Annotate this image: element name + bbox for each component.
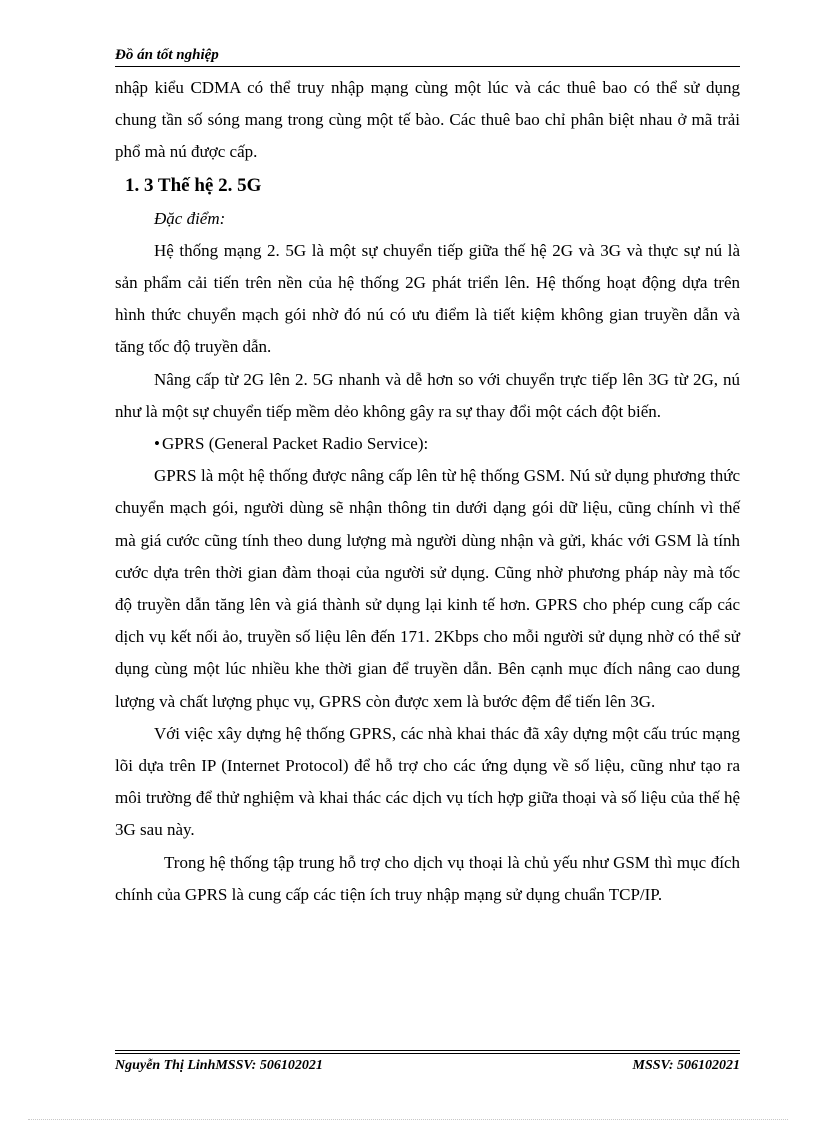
body-content (115, 72, 740, 911)
footer-student-id: MSSV: 506102021 (632, 1058, 740, 1073)
bullet-icon: • (154, 434, 160, 454)
page-footer (115, 1050, 740, 1075)
header-rule (115, 66, 740, 67)
header-title: Đồ án tốt nghiệp (115, 47, 219, 63)
paragraph-gprs-core-network: Với việc xây dựng hệ thống GPRS, các nhà khai thác đã xây dựng một cấu trúc mạng lõi dựa trên IP (Internet Protocol) để hỗ trợ cho các ứng dụng về số liệu, cũng như tạo ra môi trường để thử nghiệm và khai thác các dịch vụ tích hợp giữa thoại và số liệu của thế hệ 3G sau này. (115, 723, 740, 840)
bullet-gprs (115, 428, 740, 460)
paragraph-gprs-description: GPRS là một hệ thống được nâng cấp lên từ hệ thống GSM. Nú sử dụng phương thức chuyển mạch gói, người dùng sẽ nhận thông tin dưới dạng gói dữ liệu, cũng chính vì thế mà giá cước cũng tính theo dung lượng mà người dùng nhận và gửi, khác với GSM là tính cước dựa trên thời gian đàm thoại của người sử dụng. Cũng nhờ phương pháp này mà tốc độ truyền dẫn tăng lên và giá thành sử dụng lại kinh tế hơn. GPRS cho phép cung cấp các dịch vụ kết nối ảo, truyền số liệu lên đến 171. 2Kbps cho mỗi người sử dụng nhờ có thể sử dụng cùng một lúc nhiều khe thời gian để truyền dẫn. Bên cạnh mục đích nâng cao dung lượng và chất lượng phục vụ, GPRS còn được xem là bước đệm để tiến lên 3G. (115, 466, 740, 711)
page-edge-dots (28, 1119, 788, 1120)
bullet-gprs-label: GPRS (General Packet Radio Service): (161, 434, 429, 454)
page-header (115, 46, 740, 67)
footer-rule-top (115, 1050, 740, 1051)
footer-author: Nguyễn Thị LinhMSSV: 506102021 (115, 1058, 323, 1073)
paragraph-gprs-purpose: Trong hệ thống tập trung hỗ trợ cho dịch vụ thoại là chủ yếu như GSM thì mục đích chính của GPRS là cung cấp các tiện ích truy nhập mạng sử dụng chuẩn TCP/IP. (115, 852, 740, 904)
section-heading: 1. 3 Thế hệ 2. 5G (125, 174, 262, 196)
footer-rule-bottom (115, 1053, 740, 1054)
subheading-features: Đặc điểm: (154, 208, 226, 228)
paragraph-2-5g-overview: Hệ thống mạng 2. 5G là một sự chuyển tiếp giữa thế hệ 2G và 3G và thực sự nú là sản phẩm cải tiến trên nền của hệ thống 2G phát triển lên. Hệ thống hoạt động dựa trên hình thức chuyển mạch gói nhờ đó nú có ưu điểm là tiết kiệm không gian truyền dẫn và tăng tốc độ truyền dẫn. (115, 240, 740, 357)
paragraph-cdma-continuation: nhập kiểu CDMA có thể truy nhập mạng cùng một lúc và các thuê bao có thể sử dụng chung tần số sóng mang trong cùng một tế bào. Các thuê bao chỉ phân biệt nhau ở mã trải phổ mà nú được cấp. (115, 78, 740, 162)
footer-row (115, 1057, 740, 1075)
paragraph-upgrade: Nâng cấp từ 2G lên 2. 5G nhanh và dễ hơn so với chuyển trực tiếp lên 3G từ 2G, nú như là một sự chuyển tiếp mềm dẻo không gây ra sự thay đổi một cách đột biến. (115, 369, 740, 421)
